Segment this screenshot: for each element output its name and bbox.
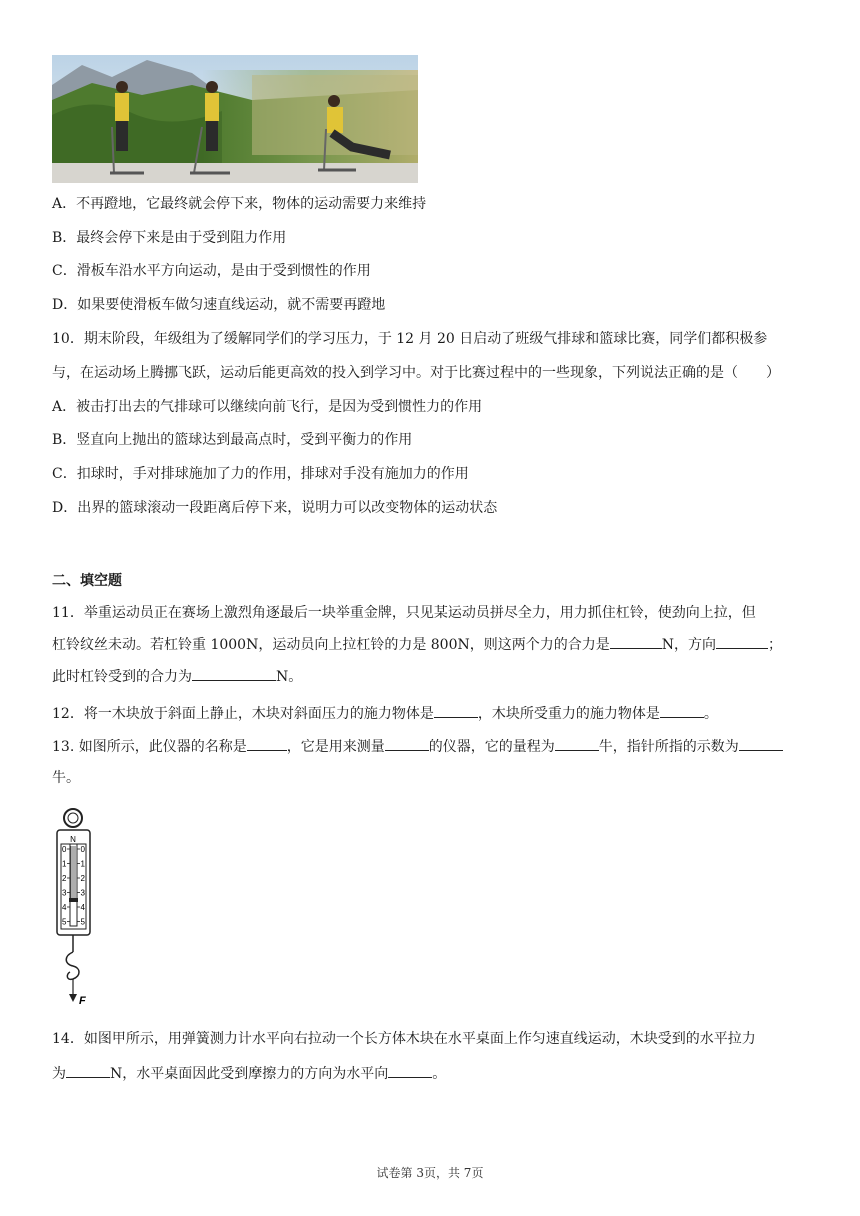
q14-line2 — [52, 1063, 446, 1084]
q12-blank-1[interactable] — [434, 703, 478, 718]
q11-text-c: ； — [768, 637, 782, 653]
gauge-tick-label: 5 — [62, 917, 67, 927]
q10-stem-line1: 10．期末阶段，年级组为了缓解同学们的学习压力，于 12 月 20 日启动了班级气排球和篮球比赛，同学们都积极参 — [52, 331, 768, 347]
gauge-unit: N — [70, 835, 76, 844]
q9-option-c: C．滑板车沿水平方向运动，是由于受到惯性的作用 — [52, 263, 371, 279]
q10-option-a: A．被击打出去的气排球可以继续向前飞行，是因为受到惯性力的作用 — [52, 399, 483, 415]
gauge-tick-label: 3 — [62, 888, 67, 898]
section-title: 二、填空题 — [52, 573, 122, 589]
q9-option-d: D．如果要使滑板车做匀速直线运动，就不需要再蹬地 — [52, 297, 386, 313]
q13-line1 — [52, 736, 783, 757]
q14-text-c: 。 — [432, 1066, 447, 1082]
q13-blank-name[interactable] — [247, 736, 287, 751]
gauge-tick-label: 0 — [80, 845, 85, 854]
gauge-tick-label: 4 — [62, 903, 67, 912]
q13-text-b: ，它是用来测量 — [286, 739, 385, 755]
q13-text-a: 13. 如图所示，此仪器的名称是 — [52, 739, 247, 755]
q9-option-b: B．最终会停下来是由于受到阻力作用 — [52, 230, 287, 246]
q11-line3 — [52, 666, 302, 687]
q10-option-c: C．扣球时，手对排球施加了力的作用，排球对手没有施加力的作用 — [52, 466, 469, 482]
q14-text-b: N，水平桌面因此受到摩擦力的方向为水平向 — [110, 1066, 389, 1082]
gauge-tick-label: 2 — [62, 874, 67, 883]
scooter-photo — [52, 55, 418, 183]
q11-line2 — [52, 634, 782, 655]
gauge-tick-label: 4 — [80, 903, 85, 912]
q12-text-b: ，木块所受重力的施力物体是 — [477, 706, 660, 722]
q13-line2: 牛。 — [52, 770, 80, 786]
q11-text-e: N。 — [276, 669, 303, 685]
q12-line — [52, 703, 718, 724]
spring-scale-diagram — [52, 806, 102, 1006]
q11-blank-direction[interactable] — [716, 634, 768, 649]
q11-text-b: N，方向 — [661, 637, 716, 653]
page-footer: 试卷第 3页，共 7页 — [376, 1166, 484, 1180]
q12-text-c: 。 — [703, 706, 718, 722]
q10-option-d: D．出界的篮球滚动一段距离后停下来，说明力可以改变物体的运动状态 — [52, 500, 498, 516]
q13-blank-range[interactable] — [555, 736, 599, 751]
q9-option-a: A．不再蹬地，它最终就会停下来，物体的运动需要力来维持 — [52, 196, 427, 212]
q12-blank-2[interactable] — [660, 703, 704, 718]
gauge-tick-label: 2 — [80, 874, 85, 883]
gauge-tick-label: 1 — [62, 859, 67, 869]
q13-blank-reading[interactable] — [739, 736, 783, 751]
q11-blank-resultant[interactable] — [610, 634, 662, 649]
q12-text-a: 12．将一木块放于斜面上静止，木块对斜面压力的施力物体是 — [52, 706, 434, 722]
gauge-tick-label: 3 — [80, 888, 85, 898]
q10-stem-line2: 与，在运动场上腾挪飞跃，运动后能更高效的投入到学习中。对于比赛过程中的一些现象，下列说法正确的是（ ） — [52, 365, 780, 381]
gauge-tick-label: 5 — [80, 917, 85, 927]
q11-line1: 11．举重运动员正在赛场上激烈角逐最后一块举重金牌，只见某运动员拼尽全力，用力抓住杠铃，使劲向上拉，但 — [52, 605, 756, 621]
q11-blank-net-force[interactable] — [192, 666, 276, 681]
q10-option-b: B．竖直向上抛出的篮球达到最高点时，受到平衡力的作用 — [52, 432, 413, 448]
q14-line1: 14．如图甲所示，用弹簧测力计水平向右拉动一个长方体木块在水平桌面上作匀速直线运动，木块受到的水平拉力 — [52, 1031, 756, 1047]
q14-blank-direction[interactable] — [388, 1063, 432, 1078]
gauge-tick-label: 0 — [62, 845, 67, 854]
q13-text-c: 的仪器，它的量程为 — [428, 739, 555, 755]
q13-text-d: 牛，指针所指的示数为 — [598, 739, 739, 755]
gauge-tick-label: 1 — [80, 859, 85, 869]
q14-blank-force[interactable] — [66, 1063, 110, 1078]
q11-text-d: 此时杠铃受到的合力为 — [52, 669, 192, 685]
q14-text-a: 为 — [52, 1066, 66, 1082]
q13-blank-measure[interactable] — [385, 736, 429, 751]
force-label: F — [79, 995, 86, 1006]
q11-text-a: 杠铃纹丝未动。若杠铃重 1000N，运动员向上拉杠铃的力是 800N，则这两个力的合力是 — [52, 637, 610, 653]
